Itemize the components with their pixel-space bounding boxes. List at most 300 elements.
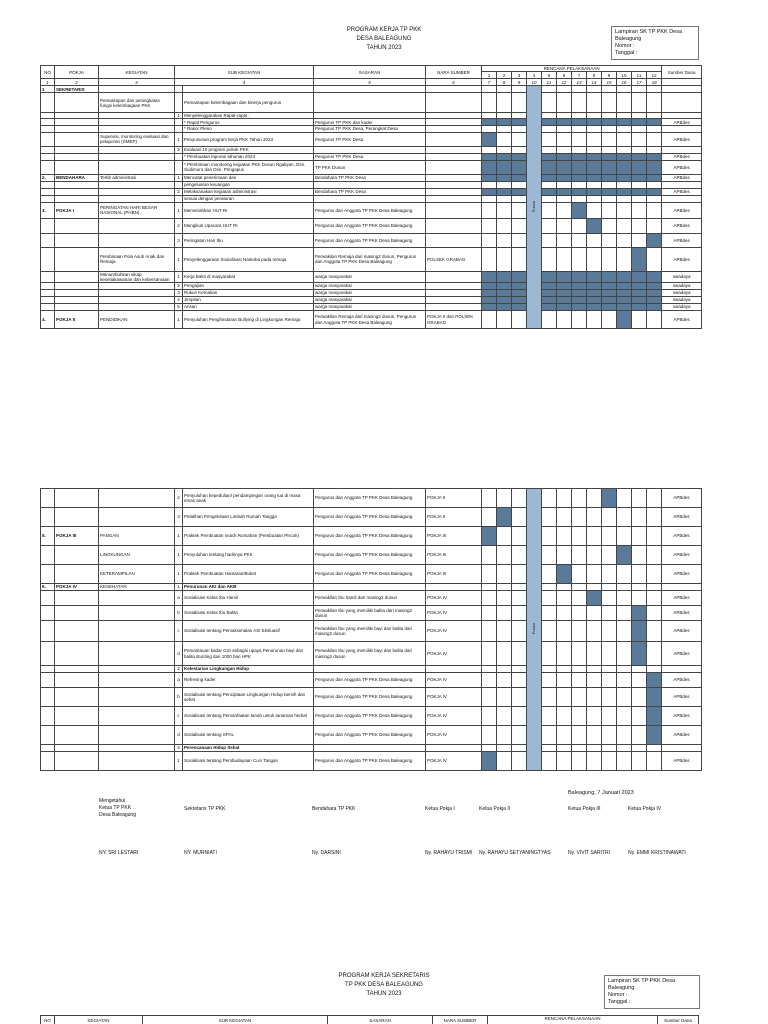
row-pokja <box>55 666 99 673</box>
month-cell <box>587 93 602 113</box>
month-cell <box>497 489 512 508</box>
signature-role <box>568 806 601 813</box>
month-mark <box>557 174 572 181</box>
month-cell <box>602 642 617 666</box>
month-cell <box>572 673 587 688</box>
row-sub-kegiatan: Penyelenggaraan Sosialisasi Narkoba pada remaja <box>183 247 314 271</box>
signature-role <box>99 798 136 819</box>
row-kegiatan: KESEHATAN <box>99 584 175 591</box>
table-row <box>41 174 702 181</box>
row-sumber-dana: APBdes <box>662 621 702 642</box>
month-cell <box>587 673 602 688</box>
row-sumber-dana: APBdes <box>662 188 702 195</box>
month-mark <box>587 188 602 195</box>
month-cell <box>632 146 647 153</box>
month-cell <box>482 606 497 621</box>
month-mark <box>647 707 662 726</box>
month-cell <box>542 93 557 113</box>
row-pokja <box>55 726 99 745</box>
month-cell <box>557 584 572 591</box>
month-cell <box>617 202 632 218</box>
table-row <box>41 673 702 688</box>
month-cell <box>512 745 527 752</box>
month-cell <box>647 565 662 584</box>
row-sumber-dana: swadaya <box>662 271 702 282</box>
row-sub-number <box>175 160 183 174</box>
month-mark <box>542 153 557 160</box>
doc3-title-line-3: TAHUN 2023 <box>366 991 402 997</box>
month-cell <box>572 247 587 271</box>
month-mark <box>602 174 617 181</box>
header-colnum: 11 <box>542 79 557 86</box>
month-cell <box>587 181 602 188</box>
month-cell <box>602 195 617 202</box>
row-pokja: SEKRETARIS <box>55 86 99 93</box>
month-cell <box>617 707 632 726</box>
row-sumber-dana <box>662 181 702 188</box>
month-cell <box>602 202 617 218</box>
row-sasaran: Pengurus dan Anggota TP PKK Desa Baleagung <box>314 218 426 233</box>
row-sub-kegiatan: Sosialisasi tentang Penciptaan Lingkungan Hidup bersih dan sehat <box>183 688 314 707</box>
doc1-lampiran-box <box>611 26 699 60</box>
month-cell <box>557 642 572 666</box>
month-cell <box>542 86 557 93</box>
row-sub-number: 1 <box>175 546 183 565</box>
table-row <box>41 195 702 202</box>
row-kegiatan <box>99 621 175 642</box>
row-sasaran <box>314 146 426 153</box>
table-row <box>41 181 702 188</box>
row-kegiatan <box>99 666 175 673</box>
month-cell <box>557 489 572 508</box>
month-cell <box>647 584 662 591</box>
month-cell <box>602 233 617 247</box>
row-sumber-dana: swadaya <box>662 297 702 304</box>
month-cell <box>632 752 647 771</box>
row-kegiatan <box>99 181 175 188</box>
table-row <box>41 146 702 153</box>
month-cell <box>617 233 632 247</box>
row-sasaran: Perwakilan Ibu yang memiliki bayi dan balita dari masing2 dusun <box>314 642 426 666</box>
row-sasaran: Pengurus dan Anggota TP PKK Desa Baleagung <box>314 565 426 584</box>
table-row <box>41 188 702 195</box>
row-nara-sumber <box>426 666 482 673</box>
row-pokja <box>55 546 99 565</box>
month-cell <box>602 565 617 584</box>
row-sumber-dana: APBdes <box>662 311 702 329</box>
month-cell <box>542 621 557 642</box>
month-mark <box>617 119 632 126</box>
month-cell <box>617 666 632 673</box>
month-mark <box>497 119 512 126</box>
header-pokja: POKJA <box>55 66 99 79</box>
header-month: 1 <box>482 72 497 79</box>
table-row <box>41 621 702 642</box>
row-sub-number: 3 <box>175 508 183 527</box>
month-cell <box>587 642 602 666</box>
doc1-lampiran-line-1: Lampiran SK TP PKK Desa <box>615 29 683 35</box>
row-pokja <box>55 688 99 707</box>
month-mark <box>572 297 587 304</box>
month-mark <box>647 290 662 297</box>
signature-role-line: Ketua Pokja I <box>425 806 455 812</box>
month-mark <box>647 271 662 282</box>
row-no <box>41 188 55 195</box>
row-pokja <box>55 297 99 304</box>
puasa-label: Puasa <box>531 200 537 213</box>
month-cell <box>572 195 587 202</box>
row-pokja: POKJA II <box>55 311 99 329</box>
month-cell <box>602 527 617 546</box>
month-mark <box>602 489 617 508</box>
month-cell <box>482 666 497 673</box>
month-cell <box>632 707 647 726</box>
row-pokja <box>55 707 99 726</box>
month-cell <box>587 132 602 146</box>
header-colnum: 2 <box>55 79 99 86</box>
header-kegiatan: KEGIATAN <box>99 66 175 79</box>
row-kegiatan: Pembinaan Pola Asuh Anak dan Remaja <box>99 247 175 271</box>
month-mark <box>617 283 632 290</box>
table-row <box>41 283 702 290</box>
month-mark <box>572 271 587 282</box>
row-sumber-dana: APBdes <box>662 565 702 584</box>
month-cell <box>482 707 497 726</box>
row-sub-kegiatan: Peringatan Hari Ibu <box>183 233 314 247</box>
month-cell <box>497 527 512 546</box>
month-cell <box>482 621 497 642</box>
row-no <box>41 666 55 673</box>
row-sub-kegiatan: Pemantauan kadar Gizi sebagai upaya Penurunan bayi dan balita stunting dan 1000 hari HPK <box>183 642 314 666</box>
row-sub-kegiatan: Sosialisasi tentang Pembudayaan Cuci Tangan <box>183 752 314 771</box>
row-sasaran: Pengurus dan Anggota TP PKK Desa Baleagung <box>314 688 426 707</box>
row-sub-number: b <box>175 606 183 621</box>
month-cell <box>512 606 527 621</box>
month-mark <box>512 297 527 304</box>
month-cell <box>572 527 587 546</box>
doc3-title-line-2: TP PKK DESA BALEAGUNG <box>345 982 423 988</box>
table-row <box>41 527 702 546</box>
month-mark <box>482 174 497 181</box>
row-kegiatan <box>99 290 175 297</box>
header-colnum: 10 <box>527 79 542 86</box>
month-cell <box>572 621 587 642</box>
month-cell <box>542 146 557 153</box>
month-cell <box>587 688 602 707</box>
month-cell <box>572 489 587 508</box>
month-cell <box>632 202 647 218</box>
row-sumber-dana: APBdes <box>662 153 702 160</box>
row-pokja <box>55 304 99 311</box>
month-cell <box>587 86 602 93</box>
header-month: 9 <box>602 72 617 79</box>
month-mark <box>542 304 557 311</box>
row-nara-sumber <box>426 271 482 282</box>
month-cell <box>542 707 557 726</box>
row-sasaran: Pengurus TP PKK Desa <box>314 132 426 146</box>
month-cell <box>482 202 497 218</box>
month-cell <box>497 202 512 218</box>
month-cell <box>602 752 617 771</box>
header-month: 5 <box>542 72 557 79</box>
month-cell <box>542 233 557 247</box>
signature-name: NY. SRI LESTARI <box>99 850 139 856</box>
row-sasaran: Pengurus dan Anggota TP PKK Desa Baleagung <box>314 673 426 688</box>
month-cell <box>557 146 572 153</box>
month-mark <box>557 297 572 304</box>
month-cell <box>482 745 497 752</box>
row-no <box>41 688 55 707</box>
month-cell <box>497 86 512 93</box>
month-cell <box>572 311 587 329</box>
month-cell <box>512 181 527 188</box>
month-cell <box>632 591 647 606</box>
header-month: 2 <box>497 72 512 79</box>
month-cell <box>587 508 602 527</box>
month-cell <box>557 218 572 233</box>
table-row <box>41 707 702 726</box>
month-mark <box>632 606 647 621</box>
table-row <box>41 642 702 666</box>
row-no: 6. <box>41 584 55 591</box>
month-cell <box>497 146 512 153</box>
month-cell <box>557 673 572 688</box>
month-cell <box>512 591 527 606</box>
signature-name: NY. MURNIATI <box>184 850 217 856</box>
month-cell <box>512 218 527 233</box>
month-cell <box>617 642 632 666</box>
month-cell <box>542 666 557 673</box>
month-mark <box>512 119 527 126</box>
row-sub-kegiatan: Kelestarian Lingkungan Hidup <box>183 666 314 673</box>
month-mark <box>542 174 557 181</box>
row-sub-kegiatan: * Pembuatan laporan tahunan 2023 <box>183 153 314 160</box>
row-sumber-dana: APBdes <box>662 673 702 688</box>
month-cell <box>647 527 662 546</box>
month-cell <box>497 565 512 584</box>
month-mark <box>542 188 557 195</box>
row-sub-number: d <box>175 642 183 666</box>
row-no <box>41 153 55 160</box>
row-sub-kegiatan: Praktek Pembuatan snack Rumahan (Pembuatan Piscok) <box>183 527 314 546</box>
row-sub-number: 2 <box>175 283 183 290</box>
header-month: 6 <box>557 72 572 79</box>
row-sub-number <box>175 195 183 202</box>
header-colnum: 16 <box>617 79 632 86</box>
month-mark <box>512 290 527 297</box>
row-pokja: POKJA IV <box>55 584 99 591</box>
row-sub-kegiatan <box>183 86 314 93</box>
month-mark <box>542 271 557 282</box>
row-sub-kegiatan: Pelatihan Pengelolaan Limbah Rumah Tangga <box>183 508 314 527</box>
row-sub-number: a <box>175 591 183 606</box>
month-mark <box>587 160 602 174</box>
month-mark <box>632 188 647 195</box>
month-cell <box>557 93 572 113</box>
row-nara-sumber <box>426 584 482 591</box>
month-cell <box>587 527 602 546</box>
month-cell <box>647 508 662 527</box>
month-cell <box>602 508 617 527</box>
row-kegiatan <box>99 153 175 160</box>
month-mark <box>572 174 587 181</box>
month-cell <box>557 311 572 329</box>
signature-role-line: Desa Baleagung <box>99 812 136 818</box>
month-cell <box>632 546 647 565</box>
row-sub-kegiatan: Mengikuti Upacara HUT RI <box>183 218 314 233</box>
month-cell <box>572 146 587 153</box>
month-cell <box>542 202 557 218</box>
row-kegiatan <box>99 606 175 621</box>
month-cell <box>617 247 632 271</box>
row-kegiatan <box>99 591 175 606</box>
month-cell <box>632 132 647 146</box>
puasa-label: Puasa <box>531 623 537 635</box>
month-mark <box>482 132 497 146</box>
row-nara-sumber: POKJA IV <box>426 606 482 621</box>
puasa-column <box>527 86 542 329</box>
row-no: 1 <box>41 86 55 93</box>
doc1-title-line-1: PROGRAM KERJA TP PKK <box>346 27 422 33</box>
row-nara-sumber <box>426 86 482 93</box>
month-mark <box>497 188 512 195</box>
month-mark <box>482 188 497 195</box>
doc3-program-table <box>40 1015 699 1024</box>
table-row <box>41 666 702 673</box>
row-sasaran: Bendahara TP PKK Desa <box>314 174 426 181</box>
month-cell <box>512 489 527 508</box>
row-sumber-dana: APBdes <box>662 508 702 527</box>
month-mark <box>632 283 647 290</box>
row-sasaran: Pengurus TP PKK Desa, Perangkat Desa <box>314 126 426 132</box>
row-sumber-dana: APBdes <box>662 688 702 707</box>
row-sub-number: d <box>175 726 183 745</box>
row-nara-sumber: POKJA III <box>426 546 482 565</box>
row-sumber-dana: APBdes <box>662 726 702 745</box>
row-sub-kegiatan: sesuai dengan peraturan <box>183 195 314 202</box>
header-month: 12 <box>647 72 662 79</box>
header-colnum: 5 <box>314 79 426 86</box>
row-no <box>41 565 55 584</box>
row-kegiatan <box>99 233 175 247</box>
month-cell <box>617 86 632 93</box>
month-mark <box>602 283 617 290</box>
month-cell <box>572 726 587 745</box>
month-mark <box>587 174 602 181</box>
row-sub-kegiatan: Penurunan AKI dan AKB <box>183 584 314 591</box>
month-cell <box>512 707 527 726</box>
month-cell <box>497 311 512 329</box>
row-sub-number: 5 <box>175 304 183 311</box>
row-sub-kegiatan: Penyusunan program kerja PKK Tahun 2023 <box>183 132 314 146</box>
doc3-header-sub: SUB KEGIATAN <box>143 1016 328 1024</box>
month-cell <box>647 311 662 329</box>
month-cell <box>497 707 512 726</box>
month-mark <box>557 188 572 195</box>
month-mark <box>512 283 527 290</box>
month-cell <box>557 233 572 247</box>
month-cell <box>587 726 602 745</box>
month-cell <box>602 666 617 673</box>
row-sub-number: 1 <box>175 202 183 218</box>
month-cell <box>512 673 527 688</box>
row-sub-number: 1 <box>175 113 183 119</box>
row-no: 3. <box>41 202 55 218</box>
month-mark <box>557 153 572 160</box>
signature-role <box>425 806 455 813</box>
month-mark <box>557 160 572 174</box>
month-cell <box>572 666 587 673</box>
signature-role-line: Ketua Pokja IV <box>628 806 662 812</box>
signature-role <box>479 806 510 813</box>
month-cell <box>617 146 632 153</box>
month-cell <box>602 621 617 642</box>
month-mark <box>647 673 662 688</box>
row-sub-kegiatan: Sosialisasi tentang Pemanfaatan tanah untuk tanaman herbal <box>183 707 314 726</box>
row-sasaran: warga masyarakat <box>314 304 426 311</box>
row-sumber-dana: APBdes <box>662 489 702 508</box>
row-no <box>41 745 55 752</box>
month-cell <box>617 508 632 527</box>
row-sub-kegiatan: Sosialisasi Kelas Ibu Hamil <box>183 591 314 606</box>
month-cell <box>647 666 662 673</box>
month-cell <box>482 546 497 565</box>
month-mark <box>617 297 632 304</box>
month-cell <box>602 584 617 591</box>
month-mark <box>497 174 512 181</box>
row-sasaran: Perwakilan Ibu yang memiliki balita dari masing2 dusun <box>314 606 426 621</box>
month-mark <box>512 304 527 311</box>
month-mark <box>512 174 527 181</box>
header-sumber-dana: Sumber Dana <box>662 66 702 79</box>
table-row <box>41 304 702 311</box>
month-cell <box>512 202 527 218</box>
row-nara-sumber <box>426 195 482 202</box>
row-sasaran: Pengurus dan Anggota TP PKK Desa Baleagung <box>314 527 426 546</box>
row-no <box>41 591 55 606</box>
month-cell <box>632 93 647 113</box>
row-kegiatan <box>99 508 175 527</box>
month-mark <box>602 297 617 304</box>
row-sub-kegiatan: Memeriahkan HUT RI <box>183 202 314 218</box>
signature-role-line: Ketua Pokja II <box>479 806 511 812</box>
row-sub-number: 2 <box>175 218 183 233</box>
month-cell <box>572 606 587 621</box>
month-cell <box>557 86 572 93</box>
row-sumber-dana <box>662 666 702 673</box>
signature-role <box>184 806 226 813</box>
doc2-date: Baleagung, 7 Januari 2023 <box>568 790 634 796</box>
row-sumber-dana: APBdes <box>662 642 702 666</box>
month-mark <box>482 271 497 282</box>
month-cell <box>542 132 557 146</box>
month-cell <box>482 247 497 271</box>
doc3-title-line-1: PROGRAM KERJA SEKRETARIS <box>338 973 430 979</box>
row-pokja <box>55 621 99 642</box>
row-sasaran: Pengurus dan Anggota TP PKK Desa Baleagung <box>314 508 426 527</box>
row-sub-number: 1 <box>175 584 183 591</box>
month-cell <box>617 673 632 688</box>
row-sasaran <box>314 86 426 93</box>
row-no <box>41 304 55 311</box>
signature-role-line: Bendahara TP PKK <box>312 806 356 812</box>
month-mark <box>482 290 497 297</box>
month-cell <box>602 93 617 113</box>
month-mark <box>497 304 512 311</box>
month-cell <box>587 195 602 202</box>
month-cell <box>512 621 527 642</box>
month-cell <box>497 584 512 591</box>
